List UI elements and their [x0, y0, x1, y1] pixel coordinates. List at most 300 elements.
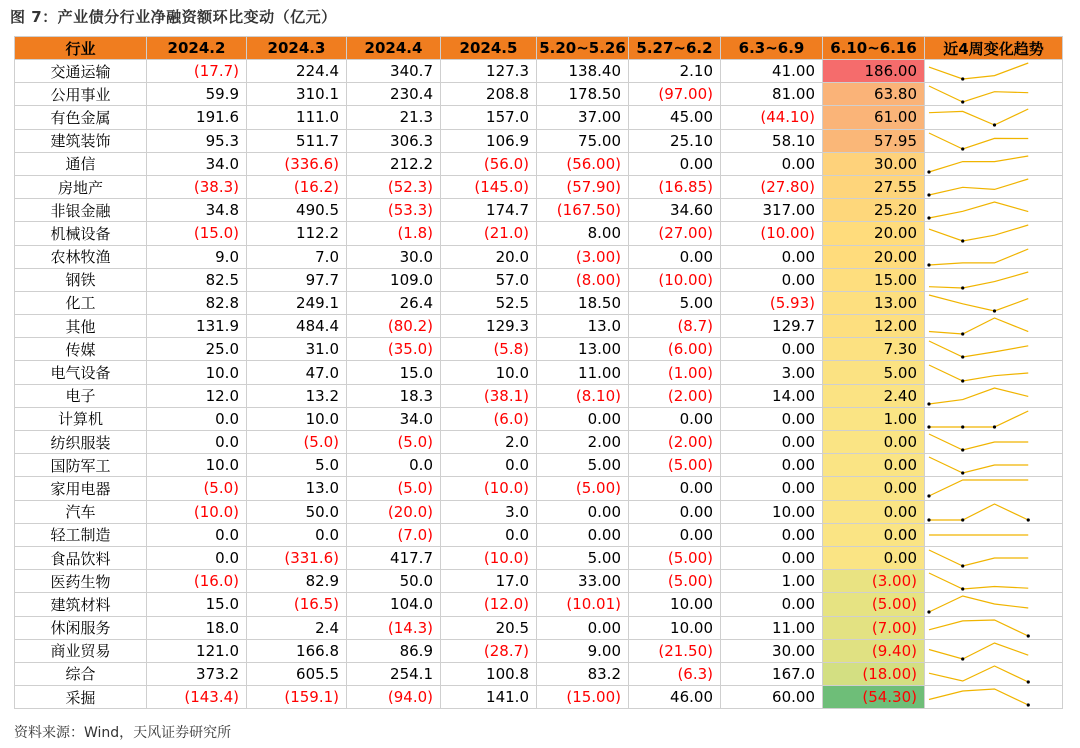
trend-sparkline [925, 83, 1062, 105]
value-2024-5: 141.0 [441, 686, 537, 709]
table-row [15, 593, 1063, 616]
value-week-1: 83.2 [537, 662, 629, 685]
value-2024-2: 34.0 [147, 152, 247, 175]
trend-sparkline [925, 640, 1062, 662]
value-week-1: (10.01) [537, 593, 629, 616]
value-2024-3: 13.2 [247, 384, 347, 407]
value-week-1: 0.00 [537, 407, 629, 430]
value-2024-5: 157.0 [441, 106, 537, 129]
trend-line [929, 249, 1028, 265]
value-2024-4: 104.0 [347, 593, 441, 616]
value-week-2: (2.00) [629, 384, 721, 407]
value-week-4: 5.00 [823, 361, 925, 384]
trend-sparkline-cell [925, 454, 1063, 477]
value-week-1: 2.00 [537, 431, 629, 454]
value-2024-5: 20.0 [441, 245, 537, 268]
table-row [15, 60, 1063, 83]
value-week-1: 13.0 [537, 315, 629, 338]
trend-min-marker [961, 448, 964, 451]
header-2024-3: 2024.3 [247, 37, 347, 60]
trend-min-marker [927, 495, 930, 498]
value-2024-5: 2.0 [441, 431, 537, 454]
industry-name: 非银金融 [15, 199, 147, 222]
value-2024-2: 0.0 [147, 546, 247, 569]
industry-name: 机械设备 [15, 222, 147, 245]
trend-min-marker [927, 170, 930, 173]
value-2024-4: (7.0) [347, 523, 441, 546]
trend-line [929, 666, 1028, 682]
value-2024-5: (10.0) [441, 477, 537, 500]
trend-sparkline-cell [925, 616, 1063, 639]
value-week-3: 0.00 [721, 593, 823, 616]
value-week-1: (5.00) [537, 477, 629, 500]
value-week-1: 0.00 [537, 523, 629, 546]
value-2024-5: 129.3 [441, 315, 537, 338]
industry-name: 商业贸易 [15, 639, 147, 662]
value-2024-5: (56.0) [441, 152, 537, 175]
trend-line [929, 133, 1028, 149]
value-2024-4: 0.0 [347, 454, 441, 477]
value-week-4: (18.00) [823, 662, 925, 685]
value-2024-2: 18.0 [147, 616, 247, 639]
table-row [15, 245, 1063, 268]
value-2024-3: (159.1) [247, 686, 347, 709]
value-2024-3: 0.0 [247, 523, 347, 546]
value-2024-2: 0.0 [147, 523, 247, 546]
table-row [15, 315, 1063, 338]
trend-min-marker [993, 309, 996, 312]
trend-sparkline-cell [925, 338, 1063, 361]
value-2024-2: (10.0) [147, 500, 247, 523]
value-week-3: 0.00 [721, 338, 823, 361]
value-week-2: (97.00) [629, 83, 721, 106]
value-week-1: 138.40 [537, 60, 629, 83]
value-week-2: 0.00 [629, 523, 721, 546]
value-week-1: (167.50) [537, 199, 629, 222]
value-2024-5: 57.0 [441, 268, 537, 291]
value-2024-3: 224.4 [247, 60, 347, 83]
table-body [15, 60, 1063, 709]
value-week-3: (27.80) [721, 175, 823, 198]
value-2024-2: 82.8 [147, 291, 247, 314]
trend-sparkline [925, 385, 1062, 407]
value-2024-2: 0.0 [147, 407, 247, 430]
trend-sparkline-cell [925, 291, 1063, 314]
trend-sparkline-cell [925, 407, 1063, 430]
value-2024-4: 50.0 [347, 570, 441, 593]
table-row [15, 477, 1063, 500]
value-2024-4: 18.3 [347, 384, 441, 407]
value-week-3: 0.00 [721, 268, 823, 291]
value-2024-2: (5.0) [147, 477, 247, 500]
table-row [15, 407, 1063, 430]
value-2024-2: (17.7) [147, 60, 247, 83]
trend-line [929, 341, 1028, 357]
industry-name: 交通运输 [15, 60, 147, 83]
trend-sparkline [925, 362, 1062, 384]
table-row [15, 83, 1063, 106]
trend-min-marker [927, 518, 930, 521]
value-2024-2: 10.0 [147, 454, 247, 477]
value-week-4: 0.00 [823, 454, 925, 477]
trend-sparkline [925, 431, 1062, 453]
value-week-4: 20.00 [823, 222, 925, 245]
value-2024-2: 373.2 [147, 662, 247, 685]
trend-sparkline-cell [925, 222, 1063, 245]
trend-min-marker [927, 402, 930, 405]
value-week-1: 37.00 [537, 106, 629, 129]
trend-min-marker [961, 286, 964, 289]
value-week-4: 57.95 [823, 129, 925, 152]
trend-min-marker [927, 425, 930, 428]
value-week-4: 12.00 [823, 315, 925, 338]
value-week-2: (5.00) [629, 546, 721, 569]
value-2024-3: 5.0 [247, 454, 347, 477]
value-week-4: 13.00 [823, 291, 925, 314]
value-2024-2: 9.0 [147, 245, 247, 268]
trend-min-marker [961, 379, 964, 382]
value-2024-2: (143.4) [147, 686, 247, 709]
value-2024-3: 490.5 [247, 199, 347, 222]
value-2024-2: 131.9 [147, 315, 247, 338]
trend-min-marker [961, 425, 964, 428]
table-row [15, 639, 1063, 662]
trend-line [929, 225, 1028, 241]
trend-min-marker [961, 518, 964, 521]
value-week-1: (8.00) [537, 268, 629, 291]
value-week-1: (8.10) [537, 384, 629, 407]
industry-name: 汽车 [15, 500, 147, 523]
table-row [15, 616, 1063, 639]
value-week-1: 13.00 [537, 338, 629, 361]
industry-name: 休闲服务 [15, 616, 147, 639]
trend-min-marker [961, 147, 964, 150]
value-week-3: 0.00 [721, 546, 823, 569]
value-week-3: 10.00 [721, 500, 823, 523]
trend-line [929, 295, 1028, 311]
trend-sparkline [925, 408, 1062, 430]
header-week-3: 6.3~6.9 [721, 37, 823, 60]
value-2024-4: 26.4 [347, 291, 441, 314]
value-2024-4: 254.1 [347, 662, 441, 685]
industry-name: 轻工制造 [15, 523, 147, 546]
trend-min-marker [961, 77, 964, 80]
trend-sparkline-cell [925, 384, 1063, 407]
value-week-4: 0.00 [823, 477, 925, 500]
value-2024-5: 208.8 [441, 83, 537, 106]
table-row [15, 454, 1063, 477]
value-2024-5: (5.8) [441, 338, 537, 361]
value-week-1: 75.00 [537, 129, 629, 152]
trend-sparkline [925, 222, 1062, 244]
industry-name: 化工 [15, 291, 147, 314]
value-week-2: (8.7) [629, 315, 721, 338]
value-2024-3: (16.2) [247, 175, 347, 198]
trend-min-marker [1027, 680, 1030, 683]
industry-name: 家用电器 [15, 477, 147, 500]
value-2024-2: 25.0 [147, 338, 247, 361]
trend-sparkline [925, 246, 1062, 268]
value-week-4: 63.80 [823, 83, 925, 106]
trend-sparkline-cell [925, 361, 1063, 384]
trend-sparkline [925, 176, 1062, 198]
value-2024-4: (80.2) [347, 315, 441, 338]
value-2024-4: 15.0 [347, 361, 441, 384]
value-2024-4: (5.0) [347, 477, 441, 500]
value-week-4: 0.00 [823, 546, 925, 569]
industry-name: 传媒 [15, 338, 147, 361]
industry-name: 国防军工 [15, 454, 147, 477]
trend-sparkline [925, 315, 1062, 337]
trend-sparkline-cell [925, 662, 1063, 685]
value-2024-2: 0.0 [147, 431, 247, 454]
value-week-2: 0.00 [629, 152, 721, 175]
value-2024-5: 3.0 [441, 500, 537, 523]
trend-line [929, 550, 1028, 566]
value-week-1: 178.50 [537, 83, 629, 106]
value-week-4: 2.40 [823, 384, 925, 407]
trend-sparkline [925, 454, 1062, 476]
trend-sparkline-cell [925, 268, 1063, 291]
value-week-4: 0.00 [823, 431, 925, 454]
value-2024-5: (10.0) [441, 546, 537, 569]
value-week-3: 129.7 [721, 315, 823, 338]
trend-line [929, 156, 1028, 172]
trend-sparkline [925, 477, 1062, 499]
industry-name: 钢铁 [15, 268, 147, 291]
trend-sparkline-cell [925, 315, 1063, 338]
value-2024-3: 7.0 [247, 245, 347, 268]
value-2024-2: 15.0 [147, 593, 247, 616]
trend-min-marker [961, 472, 964, 475]
value-week-3: (44.10) [721, 106, 823, 129]
value-week-1: 11.00 [537, 361, 629, 384]
value-week-3: 0.00 [721, 431, 823, 454]
value-week-3: 30.00 [721, 639, 823, 662]
trend-min-marker [1027, 704, 1030, 707]
table-row [15, 546, 1063, 569]
value-2024-5: 52.5 [441, 291, 537, 314]
value-2024-4: (94.0) [347, 686, 441, 709]
industry-name: 建筑装饰 [15, 129, 147, 152]
value-week-4: (54.30) [823, 686, 925, 709]
value-week-2: 0.00 [629, 500, 721, 523]
value-2024-5: 17.0 [441, 570, 537, 593]
table-row [15, 570, 1063, 593]
value-2024-3: 249.1 [247, 291, 347, 314]
value-week-4: (5.00) [823, 593, 925, 616]
value-2024-4: 30.0 [347, 245, 441, 268]
value-week-4: 7.30 [823, 338, 925, 361]
header-2024-4: 2024.4 [347, 37, 441, 60]
table-row [15, 106, 1063, 129]
trend-sparkline-cell [925, 60, 1063, 83]
value-week-2: (10.00) [629, 268, 721, 291]
value-week-1: (15.00) [537, 686, 629, 709]
value-week-2: (6.00) [629, 338, 721, 361]
header-week-1: 5.20~5.26 [537, 37, 629, 60]
value-2024-4: 34.0 [347, 407, 441, 430]
value-week-3: 317.00 [721, 199, 823, 222]
value-week-3: (5.93) [721, 291, 823, 314]
table-row [15, 129, 1063, 152]
value-week-2: 0.00 [629, 477, 721, 500]
value-2024-4: 86.9 [347, 639, 441, 662]
table-row [15, 686, 1063, 709]
value-2024-4: (1.8) [347, 222, 441, 245]
trend-min-marker [927, 193, 930, 196]
trend-line [929, 318, 1028, 334]
value-2024-4: 212.2 [347, 152, 441, 175]
table-row [15, 152, 1063, 175]
trend-line [929, 620, 1028, 636]
value-2024-3: 511.7 [247, 129, 347, 152]
trend-min-marker [961, 588, 964, 591]
trend-sparkline [925, 338, 1062, 360]
trend-min-marker [993, 425, 996, 428]
value-week-4: (7.00) [823, 616, 925, 639]
trend-line [929, 272, 1028, 288]
value-week-2: 10.00 [629, 593, 721, 616]
trend-line [929, 388, 1028, 404]
value-2024-3: (5.0) [247, 431, 347, 454]
table-row [15, 268, 1063, 291]
value-week-2: 25.10 [629, 129, 721, 152]
trend-sparkline-cell [925, 431, 1063, 454]
net-financing-table [14, 36, 1063, 709]
value-2024-2: 95.3 [147, 129, 247, 152]
header-2024-2: 2024.2 [147, 37, 247, 60]
value-2024-3: 97.7 [247, 268, 347, 291]
industry-name: 采掘 [15, 686, 147, 709]
value-2024-4: (5.0) [347, 431, 441, 454]
trend-line [929, 596, 1028, 612]
value-2024-3: 13.0 [247, 477, 347, 500]
trend-sparkline [925, 130, 1062, 152]
trend-min-marker [961, 657, 964, 660]
trend-sparkline [925, 593, 1062, 615]
header-week-2: 5.27~6.2 [629, 37, 721, 60]
value-week-1: (56.00) [537, 152, 629, 175]
value-week-1: 5.00 [537, 454, 629, 477]
figure-title: 图 7：产业债分行业净融资额环比变动（亿元） [10, 8, 337, 26]
value-week-3: 81.00 [721, 83, 823, 106]
value-week-2: 46.00 [629, 686, 721, 709]
trend-sparkline-cell [925, 546, 1063, 569]
value-2024-4: 417.7 [347, 546, 441, 569]
value-week-4: 25.20 [823, 199, 925, 222]
value-2024-3: 50.0 [247, 500, 347, 523]
trend-sparkline-cell [925, 477, 1063, 500]
value-week-4: 27.55 [823, 175, 925, 198]
trend-min-marker [961, 101, 964, 104]
value-week-2: (27.00) [629, 222, 721, 245]
trend-sparkline-cell [925, 199, 1063, 222]
trend-sparkline [925, 501, 1062, 523]
value-week-2: 0.00 [629, 245, 721, 268]
industry-name: 医药生物 [15, 570, 147, 593]
value-2024-3: 10.0 [247, 407, 347, 430]
trend-line [929, 480, 1028, 496]
industry-name: 计算机 [15, 407, 147, 430]
value-week-1: 0.00 [537, 500, 629, 523]
value-2024-5: 0.0 [441, 523, 537, 546]
value-2024-5: 174.7 [441, 199, 537, 222]
trend-sparkline-cell [925, 523, 1063, 546]
value-2024-5: (28.7) [441, 639, 537, 662]
value-2024-3: (16.5) [247, 593, 347, 616]
industry-name: 综合 [15, 662, 147, 685]
value-2024-5: 127.3 [441, 60, 537, 83]
trend-sparkline-cell [925, 639, 1063, 662]
value-2024-5: (12.0) [441, 593, 537, 616]
value-2024-3: (336.6) [247, 152, 347, 175]
value-2024-5: (38.1) [441, 384, 537, 407]
value-week-3: 41.00 [721, 60, 823, 83]
value-2024-3: 111.0 [247, 106, 347, 129]
industry-name: 建筑材料 [15, 593, 147, 616]
trend-sparkline-cell [925, 686, 1063, 709]
industry-name: 农林牧渔 [15, 245, 147, 268]
industry-name: 房地产 [15, 175, 147, 198]
value-2024-2: 191.6 [147, 106, 247, 129]
value-week-4: 1.00 [823, 407, 925, 430]
trend-sparkline-cell [925, 245, 1063, 268]
value-week-4: 15.00 [823, 268, 925, 291]
value-week-3: 60.00 [721, 686, 823, 709]
value-week-3: 11.00 [721, 616, 823, 639]
value-2024-2: (38.3) [147, 175, 247, 198]
value-week-1: 9.00 [537, 639, 629, 662]
trend-sparkline-cell [925, 106, 1063, 129]
value-week-2: 0.00 [629, 407, 721, 430]
value-week-2: 10.00 [629, 616, 721, 639]
trend-sparkline-cell [925, 500, 1063, 523]
header-trend: 近4周变化趋势 [925, 37, 1063, 60]
table-row [15, 338, 1063, 361]
table-row [15, 523, 1063, 546]
value-2024-4: (14.3) [347, 616, 441, 639]
table-row [15, 199, 1063, 222]
value-week-3: 1.00 [721, 570, 823, 593]
value-2024-5: (145.0) [441, 175, 537, 198]
trend-sparkline [925, 547, 1062, 569]
trend-sparkline [925, 617, 1062, 639]
value-2024-4: 109.0 [347, 268, 441, 291]
industry-name: 电子 [15, 384, 147, 407]
trend-line [929, 63, 1028, 79]
value-2024-4: (53.3) [347, 199, 441, 222]
value-2024-2: 59.9 [147, 83, 247, 106]
table-row [15, 431, 1063, 454]
trend-sparkline [925, 663, 1062, 685]
value-2024-3: 310.1 [247, 83, 347, 106]
value-2024-2: (15.0) [147, 222, 247, 245]
value-week-2: 34.60 [629, 199, 721, 222]
value-2024-4: 230.4 [347, 83, 441, 106]
value-week-4: 0.00 [823, 523, 925, 546]
trend-min-marker [927, 611, 930, 614]
trend-min-marker [961, 564, 964, 567]
industry-name: 其他 [15, 315, 147, 338]
trend-line [929, 457, 1028, 473]
header-industry: 行业 [15, 37, 147, 60]
trend-min-marker [927, 217, 930, 220]
value-week-2: (1.00) [629, 361, 721, 384]
value-week-1: (3.00) [537, 245, 629, 268]
table-row [15, 175, 1063, 198]
industry-name: 食品饮料 [15, 546, 147, 569]
